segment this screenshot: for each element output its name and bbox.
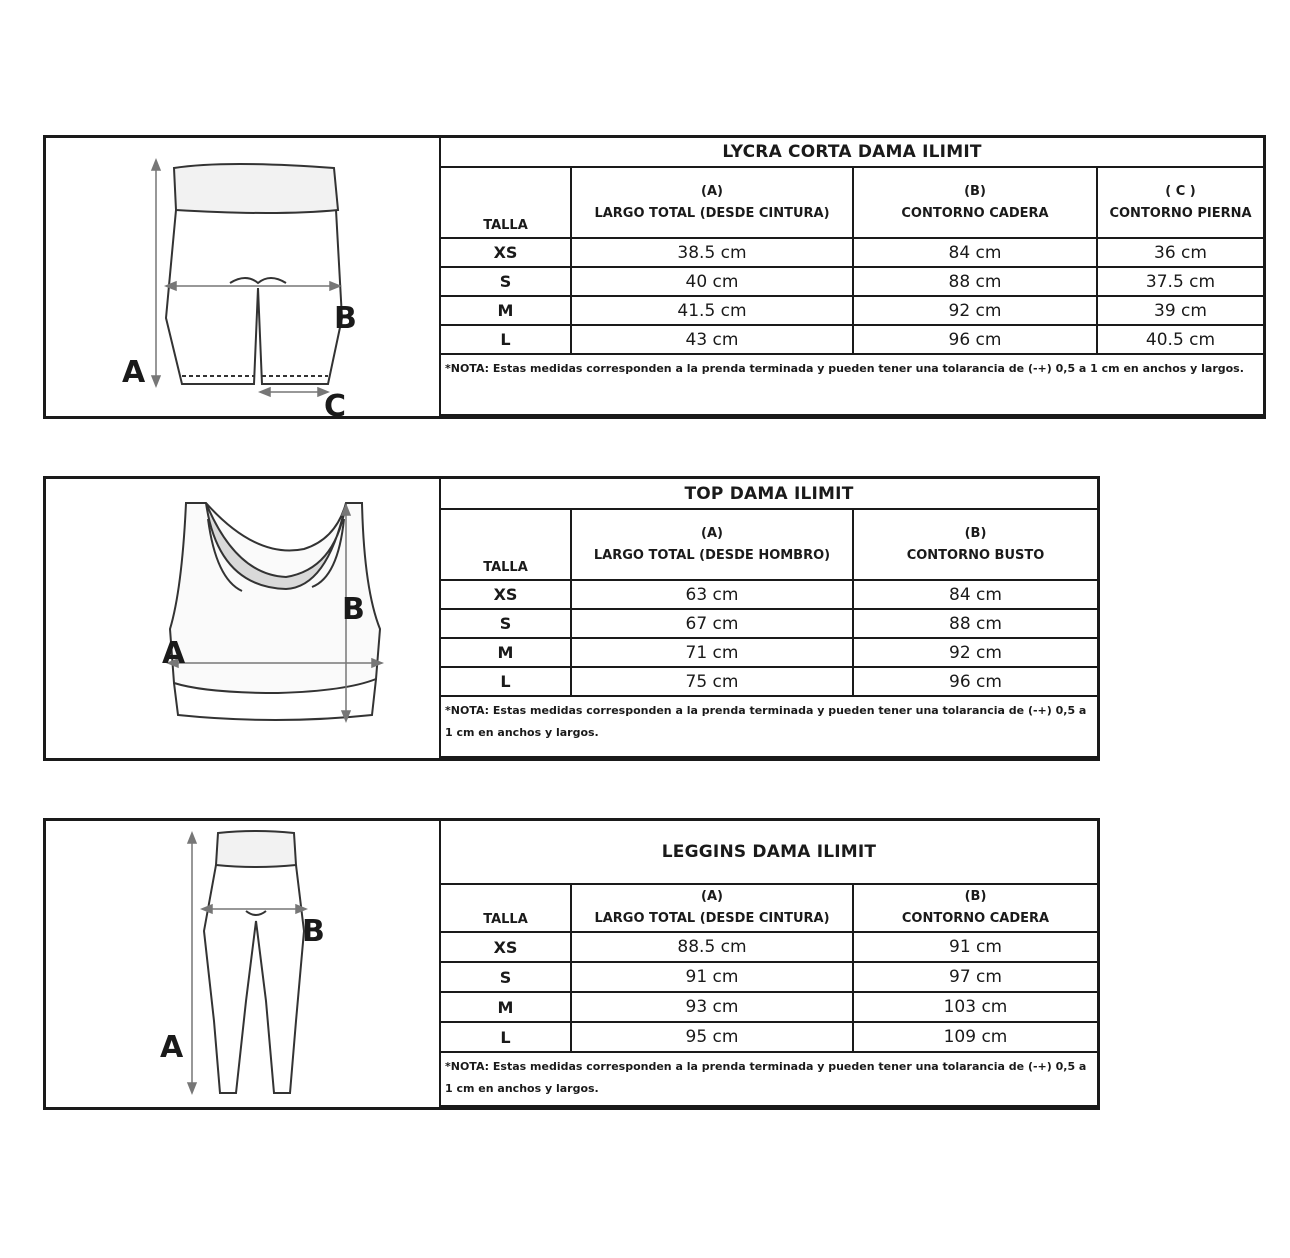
column-header-a: (A) LARGO TOTAL (DESDE CINTURA) <box>571 884 853 932</box>
column-header-c: ( C ) CONTORNO PIERNA <box>1097 167 1263 238</box>
column-header-b: (B) CONTORNO BUSTO <box>853 509 1097 580</box>
measure-label-c: C <box>324 389 347 416</box>
top-diagram <box>46 479 441 758</box>
table-note: *NOTA: Estas medidas corresponden a la prenda terminada y pueden tener una tolarancia de (-+) 0,5 a 1 cm en anchos y largos. <box>441 1052 1097 1106</box>
table-title: LYCRA CORTA DAMA ILIMIT <box>441 138 1263 167</box>
size-chart-lycra-corta <box>43 135 1266 419</box>
column-header-a: (A) LARGO TOTAL (DESDE CINTURA) <box>571 167 853 238</box>
shorts-diagram <box>46 138 441 416</box>
measure-label-a: A <box>162 636 186 671</box>
lycra-size-table <box>441 138 1263 416</box>
table-note: *NOTA: Estas medidas corresponden a la prenda terminada y pueden tener una tolarancia de (-+) 0,5 a 1 cm en anchos y largos. <box>441 354 1263 415</box>
table-row: L 43 cm 96 cm 40.5 cm <box>441 325 1263 354</box>
table-row: L 75 cm 96 cm <box>441 667 1097 696</box>
talla-header: TALLA <box>441 884 571 932</box>
measure-label-a: A <box>160 1030 184 1065</box>
column-header-b: (B) CONTORNO CADERA <box>853 167 1097 238</box>
table-row: S 40 cm 88 cm 37.5 cm <box>441 267 1263 296</box>
measure-label-a: A <box>122 355 146 390</box>
leggins-size-table <box>441 821 1097 1107</box>
table-row: S 67 cm 88 cm <box>441 609 1097 638</box>
table-row: L 95 cm 109 cm <box>441 1022 1097 1052</box>
leggins-diagram <box>46 821 441 1107</box>
measure-label-b: B <box>342 592 365 627</box>
table-row: XS 63 cm 84 cm <box>441 580 1097 609</box>
table-row: S 91 cm 97 cm <box>441 962 1097 992</box>
top-size-table <box>441 479 1097 758</box>
measure-label-b: B <box>302 914 325 949</box>
table-row: M 71 cm 92 cm <box>441 638 1097 667</box>
leggins-illustration <box>46 821 439 1107</box>
size-chart-leggins <box>43 818 1100 1110</box>
table-note: *NOTA: Estas medidas corresponden a la prenda terminada y pueden tener una tolarancia de (-+) 0,5 a 1 cm en anchos y largos. <box>441 696 1097 757</box>
table-row: XS 88.5 cm 91 cm <box>441 932 1097 962</box>
shorts-illustration <box>46 138 439 416</box>
top-illustration <box>46 479 439 758</box>
table-title: TOP DAMA ILIMIT <box>441 479 1097 509</box>
table-row: M 93 cm 103 cm <box>441 992 1097 1022</box>
column-header-b: (B) CONTORNO CADERA <box>853 884 1097 932</box>
talla-header: TALLA <box>441 509 571 580</box>
table-row: M 41.5 cm 92 cm 39 cm <box>441 296 1263 325</box>
table-title: LEGGINS DAMA ILIMIT <box>441 821 1097 884</box>
table-row: XS 38.5 cm 84 cm 36 cm <box>441 238 1263 267</box>
size-chart-top <box>43 476 1100 761</box>
column-header-a: (A) LARGO TOTAL (DESDE HOMBRO) <box>571 509 853 580</box>
talla-header: TALLA <box>441 167 571 238</box>
measure-label-b: B <box>334 301 357 336</box>
